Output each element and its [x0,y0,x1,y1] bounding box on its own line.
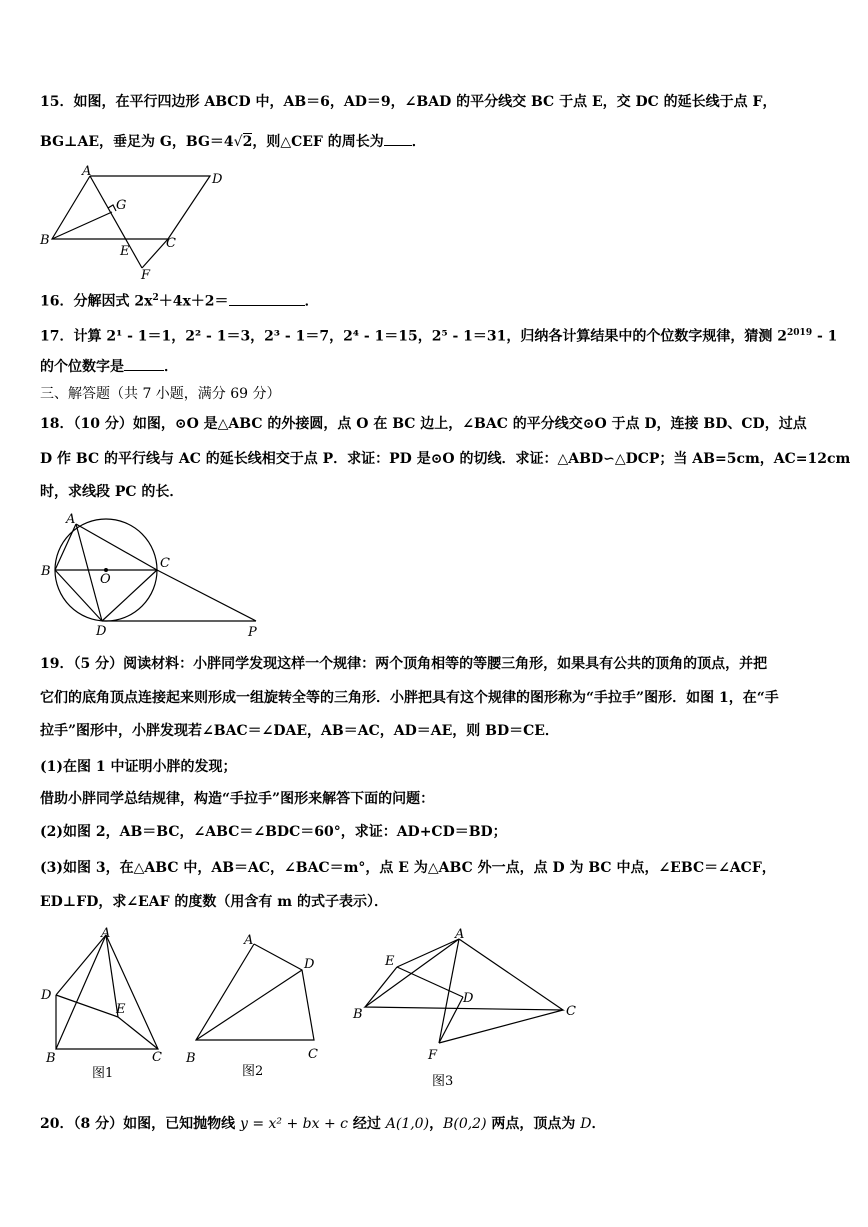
section-3-heading: 三、解答题（共 7 小题，满分 69 分） [40,386,281,402]
q18-circle-figure [38,510,268,640]
label-c: C [566,1004,576,1019]
label-b: B [186,1051,196,1066]
q17-line2-end: ． [164,359,178,375]
label-e: E [116,1002,126,1017]
q19-line3: 拉手”图形中，小胖发现若∠BAC＝∠DAE，AB＝AC，AD＝AE，则 BD＝CE． [40,723,559,739]
label-d: D [463,991,474,1006]
label-g: G [116,198,127,213]
q15-root: 2 [242,134,253,150]
q19-figure-1 [38,925,173,1085]
q20-pre: 20．（8 分）如图，已知抛物线 [40,1116,240,1132]
label-e: E [385,954,395,969]
label-c: C [160,556,170,571]
segment-ab [55,524,76,570]
label-a: A [455,927,465,942]
segment-ea [397,939,459,967]
label-c: C [308,1047,318,1062]
q19-line4: (1)在图 1 中证明小胖的发现； [40,759,237,775]
label-o: O [100,572,111,587]
q19-line5: 借助小胖同学总结规律，构造“手拉手”图形来解答下面的问题： [40,791,435,807]
label-b: B [353,1007,363,1022]
quadrilateral-abcd [196,944,314,1040]
q19-line7: (3)如图 3，在△ABC 中，AB＝AC，∠BAC＝m°，点 E 为△ABC 外一点，点 D 为 BC 中点，∠EBC＝∠ACF， [40,860,776,876]
q19-figure-3 [345,925,585,1090]
label-a: A [66,512,76,527]
label-d: D [96,624,107,639]
q19-figure-2 [180,928,330,1068]
label-a: A [82,164,92,179]
label-a: A [101,926,111,941]
q20-post: 两点，顶点为 [486,1116,581,1132]
q18-line2: D 作 BC 的平行线与 AC 的延长线相交于点 P．求证：PD 是⊙O 的切线．求证：△ABD∽△DCP；当 AB=5cm，AC=12cm [40,451,851,467]
diagonal-bd [196,970,302,1040]
parallelogram-abcd [52,176,210,239]
q19-line2: 它们的底角顶点连接起来则形成一组旋转全等的三角形．小胖把具有这个规律的图形称为“手拉手”图形．如图 1，在“手 [40,690,779,706]
q20-point-b: B(0,2) [443,1116,487,1132]
q15-line2-post: ，则△CEF 的周长为 [252,134,384,150]
q16-end: ． [304,293,319,310]
segment-ec [118,1017,158,1049]
q20-sep: ， [429,1116,444,1132]
q17-answer-blank [124,356,164,371]
q17-line1-tail: - 1 [812,328,838,345]
q16-sup: 2 [152,293,159,303]
q17-sup: 2019 [787,328,813,338]
label-f: F [428,1048,438,1063]
q19-line6: (2)如图 2，AB＝BC，∠ABC＝∠BDC＝60°，求证：AD+CD＝BD； [40,824,507,840]
label-p: P [248,625,257,640]
q18-line1: 18．（10 分）如图，⊙O 是△ABC 的外接圆，点 O 在 BC 边上，∠BAC 的平分线交⊙O 于点 D，连接 BD、CD，过点 [40,416,807,432]
label-d: D [212,172,223,187]
q16-line [40,288,319,312]
q15-parallelogram-figure [38,164,228,282]
q16-pre: 16．分解因式 2x [40,293,153,310]
label-b: B [40,233,50,248]
q17-line2-text: 的个位数字是 [40,359,124,375]
label-e: E [120,244,130,259]
q20-line [40,1114,606,1134]
fig2-caption: 图2 [242,1064,264,1079]
q20-vertex: D [580,1116,592,1132]
q16-answer-blank [229,291,305,306]
label-c: C [152,1050,162,1065]
segment-de [56,995,118,1017]
q15-line2 [40,131,426,152]
q20-formula: y = x² + bx + c [239,1116,348,1132]
q15-line2-end: ． [411,134,426,150]
q19-line8: ED⊥FD，求∠EAF 的度数（用含有 m 的式子表示）． [40,894,388,910]
segment-fc [439,1010,563,1043]
q19-line1: 19．（5 分）阅读材料：小胖同学发现这样一个规律：两个顶角相等的等腰三角形，如果具有公共的顶角的顶点，并把 [40,656,768,672]
q20-point-a: A(1,0) [385,1116,430,1132]
segment-af [439,939,459,1043]
fig1-caption: 图1 [92,1066,114,1081]
fig3-caption: 图3 [432,1074,454,1089]
q17-line1 [40,323,837,347]
q20-mid: 经过 [348,1116,386,1132]
segment-cp [157,570,256,621]
triangle-abc [56,935,158,1049]
label-c: C [166,236,176,251]
segment-fd [439,997,463,1043]
q17-line1-text: 17．计算 2¹ - 1＝1，2² - 1＝3，2³ - 1＝7，2⁴ - 1＝15，2⁵ - 1＝31，归纳各计算结果中的个位数字规律，猜测 2 [40,328,788,345]
q15-line2-pre: BG⊥AE，垂足为 G，BG＝4 [40,134,234,150]
segment-af [90,176,142,268]
label-d: D [304,957,315,972]
sqrt-sign: √ [233,134,243,150]
q17-line2 [40,356,178,377]
segment-cf [142,239,168,268]
label-b: B [46,1051,56,1066]
segment-ad [56,935,106,995]
q18-line3: 时，求线段 PC 的长． [40,484,184,500]
label-f: F [141,268,151,282]
segment-bg [52,212,112,239]
label-d: D [41,988,52,1003]
q15-answer-blank [384,131,412,146]
segment-ac [76,524,157,570]
q16-post: ＋4x＋2＝ [158,293,229,310]
q15-line1: 15．如图，在平行四边形 ABCD 中，AB＝6，AD＝9，∠BAD 的平分线交 BC 于点 E，交 DC 的延长线于点 F， [40,94,777,110]
q20-end: ． [591,1116,606,1132]
label-a: A [244,933,254,948]
label-b: B [41,564,51,579]
